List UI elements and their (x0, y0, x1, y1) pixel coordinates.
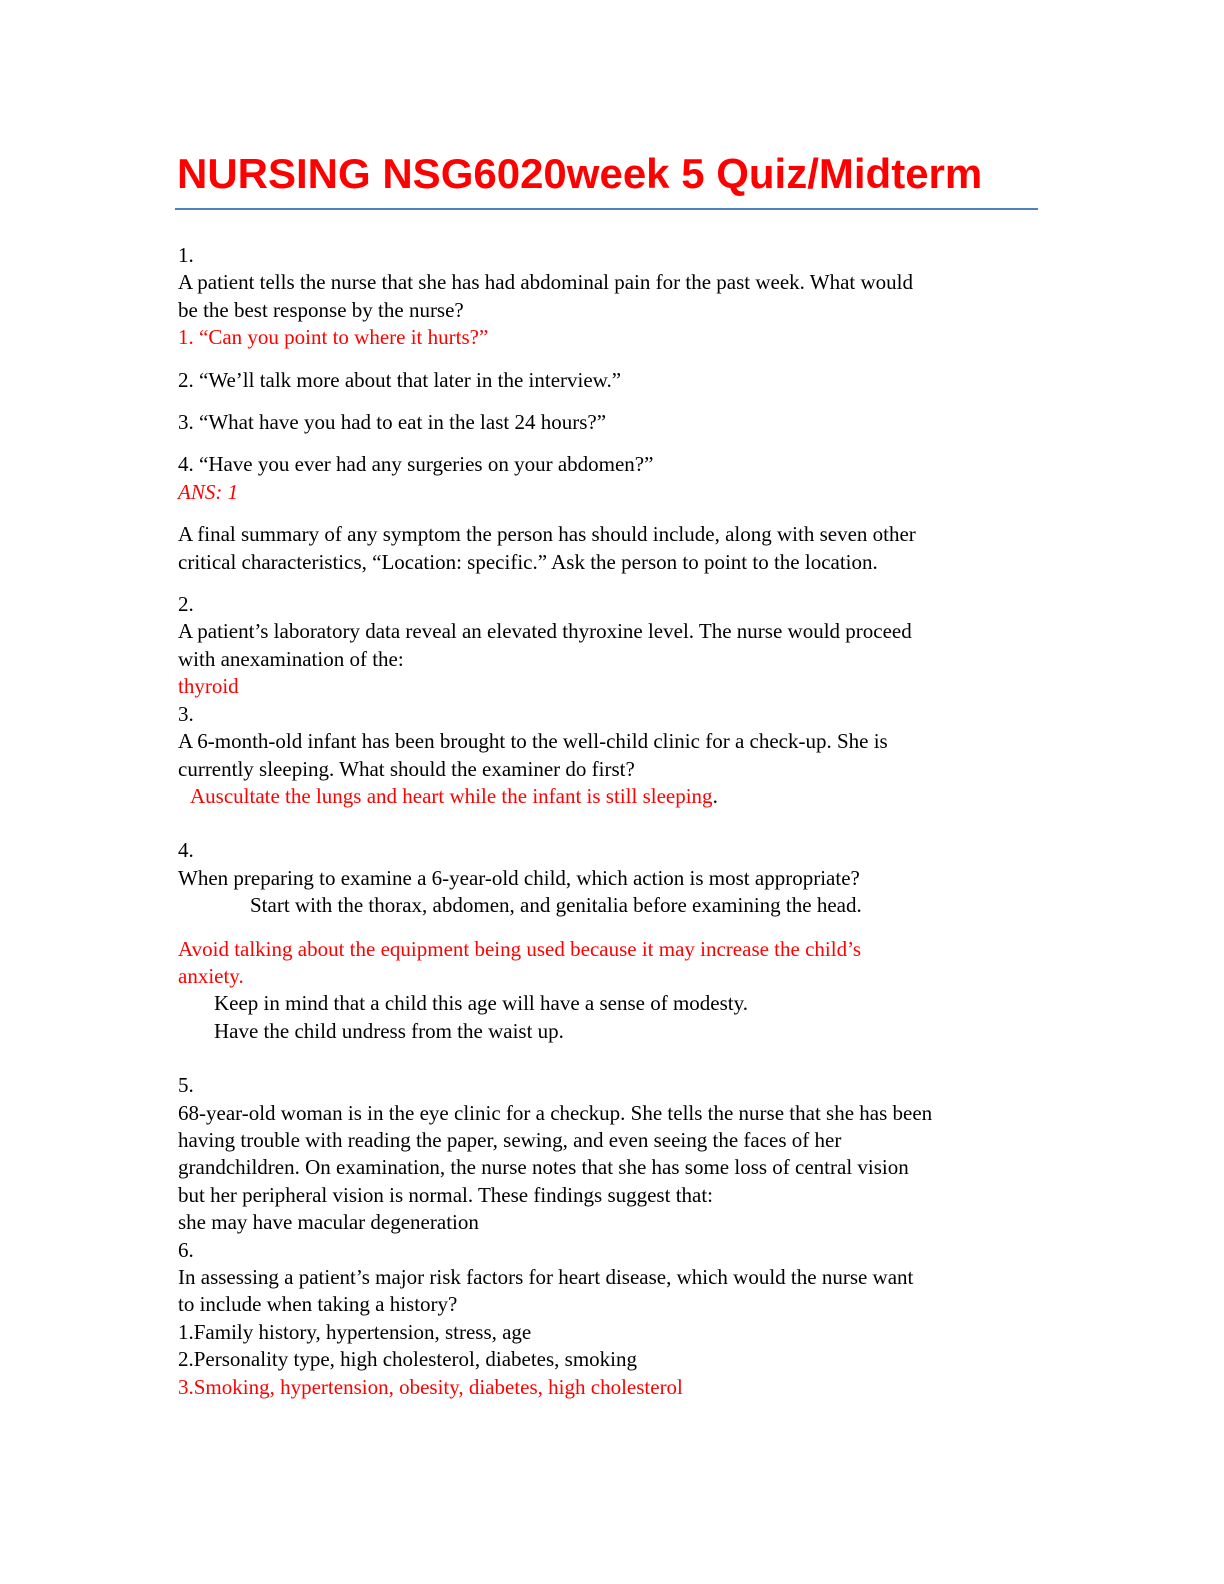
question-number: 4. (178, 838, 194, 863)
question-stem-line: to include when taking a history? (178, 1292, 458, 1317)
question-number: 1. (178, 243, 194, 267)
question-stem-line: but her peripheral vision is normal. These findings suggest that: (178, 1182, 714, 1207)
answer-option-correct: Avoid talking about the equipment being used because it may increase the child’s (178, 936, 862, 961)
answer-option: Keep in mind that a child this age will have a sense of modesty. (214, 991, 749, 1016)
question-stem-line: currently sleeping. What should the examiner do first? (178, 756, 635, 781)
question-stem-line: A patient tells the nurse that she has had abdominal pain for the past week. What would (178, 270, 914, 295)
quiz-content (178, 242, 1043, 1401)
answer-option: 4. “Have you ever had any surgeries on your abdomen?” (178, 452, 654, 477)
answer-text: thyroid (178, 674, 239, 699)
answer-key: ANS: 1 (178, 479, 239, 504)
question-1 (178, 242, 1043, 576)
answer-option: 1.Family history, hypertension, stress, age (178, 1319, 532, 1344)
question-4 (178, 837, 1043, 1045)
title-underline-rule (175, 208, 1038, 210)
question-stem-line: A 6-month-old infant has been brought to the well-child clinic for a check-up. She is (178, 729, 888, 754)
rationale-line: critical characteristics, “Location: specific.” Ask the person to point to the location. (178, 549, 878, 574)
question-6 (178, 1237, 1043, 1401)
rationale-line: A final summary of any symptom the person has should include, along with seven other (178, 522, 916, 547)
question-number: 6. (178, 1237, 194, 1262)
question-number: 2. (178, 592, 194, 617)
question-stem-line: having trouble with reading the paper, sewing, and even seeing the faces of her (178, 1127, 842, 1152)
question-stem-line: be the best response by the nurse? (178, 297, 464, 322)
answer-option-correct-continued: anxiety. (178, 963, 244, 988)
question-stem-line: with anexamination of the: (178, 646, 404, 671)
answer-option: 3. “What have you had to eat in the last 24 hours?” (178, 410, 607, 435)
answer-text: she may have macular degeneration (178, 1210, 479, 1235)
question-stem-line: grandchildren. On examination, the nurse notes that she has some loss of central vision (178, 1155, 909, 1180)
question-2 (178, 591, 1043, 701)
question-stem-line: 68-year-old woman is in the eye clinic for a checkup. She tells the nurse that she has been (178, 1100, 933, 1125)
answer-option: Have the child undress from the waist up. (214, 1018, 564, 1043)
question-number: 3. (178, 701, 194, 726)
answer-end-punctuation: . (712, 783, 718, 808)
answer-option: 2.Personality type, high cholesterol, diabetes, smoking (178, 1347, 638, 1372)
question-stem-line: In assessing a patient’s major risk factors for heart disease, which would the nurse want (178, 1265, 914, 1289)
answer-option: Start with the thorax, abdomen, and genitalia before examining the head. (250, 893, 862, 918)
question-number: 5. (178, 1073, 194, 1098)
question-stem-line: When preparing to examine a 6-year-old child, which action is most appropriate? (178, 865, 860, 890)
answer-option-correct: 1. “Can you point to where it hurts?” (178, 325, 489, 350)
question-stem-line: A patient’s laboratory data reveal an elevated thyroxine level. The nurse would proceed (178, 619, 912, 644)
answer-option: 2. “We’ll talk more about that later in the interview.” (178, 367, 622, 392)
page-title: NURSING NSG6020week 5 Quiz/Midterm (177, 150, 983, 197)
answer-option-correct: 3.Smoking, hypertension, obesity, diabetes, high cholesterol (178, 1374, 683, 1399)
answer-text: Auscultate the lungs and heart while the infant is still sleeping (190, 783, 713, 808)
question-5 (178, 1072, 1043, 1236)
question-3 (178, 701, 1043, 811)
answer-line (178, 783, 1043, 810)
